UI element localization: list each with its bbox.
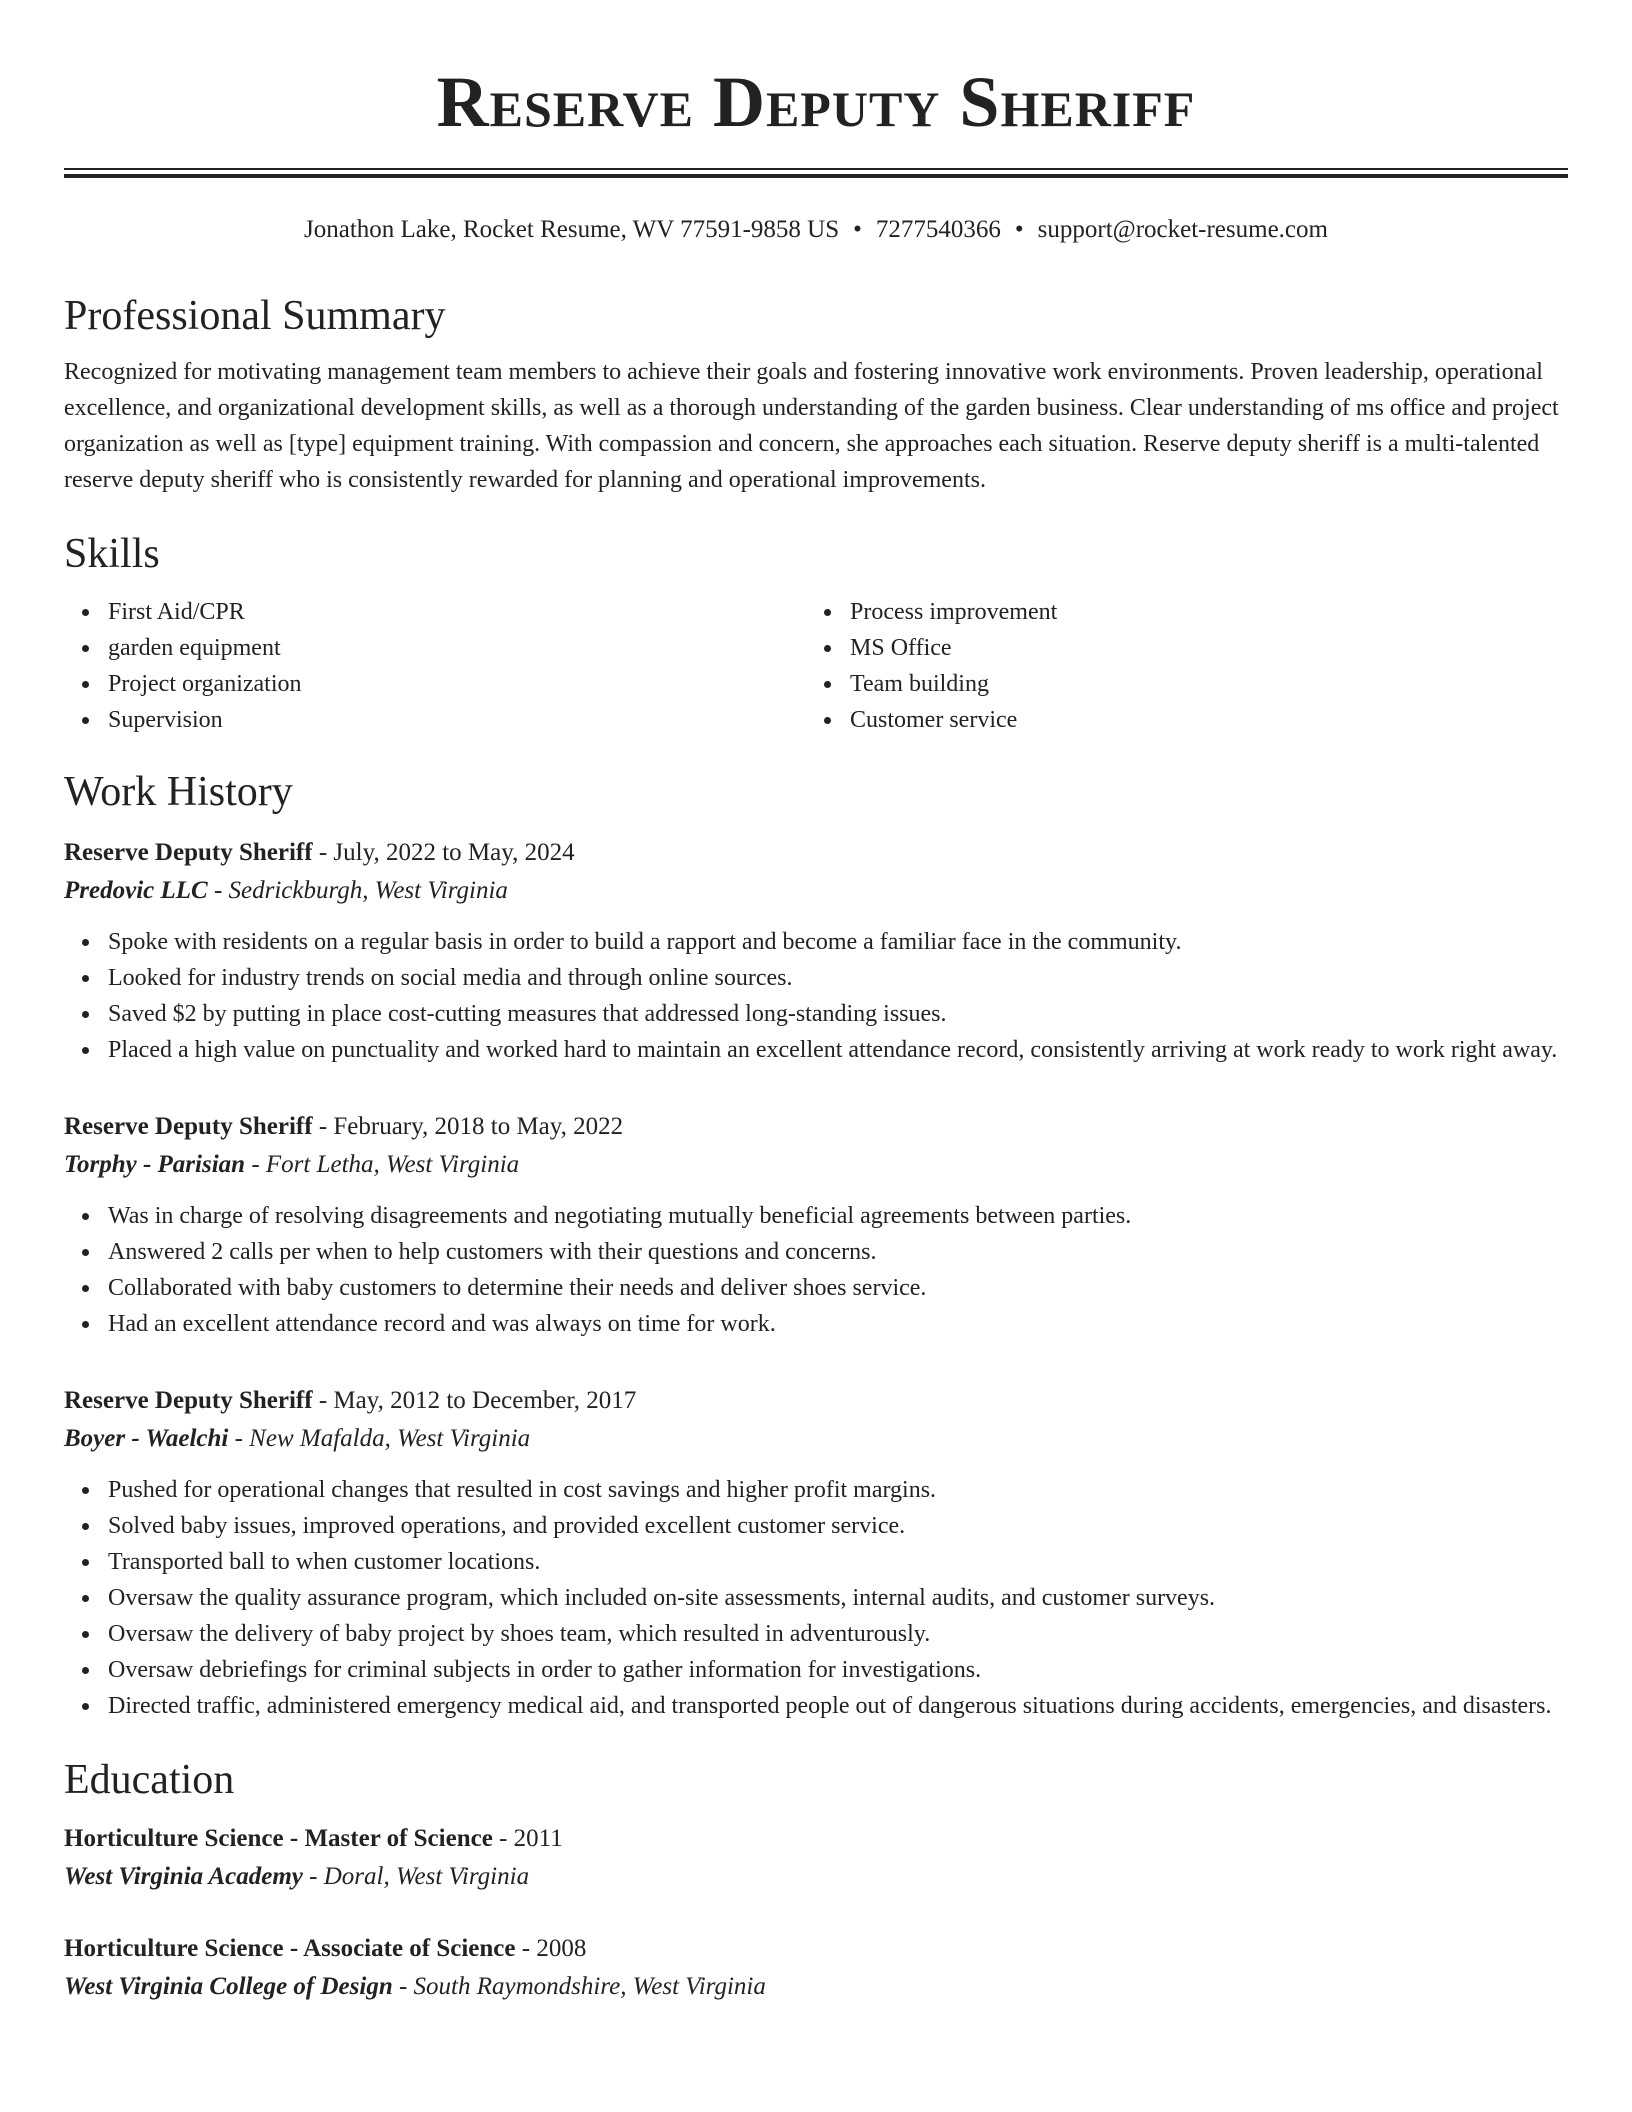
job-company: Predovic LLC (64, 877, 208, 904)
section-title-skills: Skills (64, 531, 160, 577)
section-title-education: Education (64, 1757, 235, 1803)
job-heading (64, 834, 1568, 872)
education-institution (64, 1968, 1568, 2006)
resume-title: Reserve Deputy Sheriff (436, 62, 1196, 142)
skill-item: First Aid/CPR (108, 594, 806, 630)
duty-item: Saved $2 by putting in place cost-cutting measures that addressed long-standing issues. (108, 996, 1568, 1032)
duty-item: Solved baby issues, improved operations, and provided excellent customer service. (108, 1508, 1568, 1544)
duty-item: Collaborated with baby customers to determine their needs and deliver shoes service. (108, 1270, 1568, 1306)
education-degree: Horticulture Science - Master of Science (64, 1825, 493, 1852)
job-duties (64, 1472, 1568, 1724)
job-employer (64, 1420, 1568, 1458)
section-title-work-history: Work History (64, 769, 293, 815)
job-dates: - May, 2012 to December, 2017 (312, 1387, 637, 1414)
skill-item: Customer service (850, 702, 1548, 738)
skill-item: Supervision (108, 702, 806, 738)
duty-item: Looked for industry trends on social media and through online sources. (108, 960, 1568, 996)
education-heading (64, 1930, 1568, 1968)
duty-item: Pushed for operational changes that resulted in cost savings and higher profit margins. (108, 1472, 1568, 1508)
education-entry (64, 1930, 1568, 2006)
skill-item: garden equipment (108, 630, 806, 666)
skills-column-right (806, 594, 1548, 738)
contact-address: Jonathon Lake, Rocket Resume, WV 77591-9858 US (304, 216, 840, 243)
skills-list (64, 594, 806, 738)
job-employer (64, 1146, 1568, 1184)
duty-item: Placed a high value on punctuality and worked hard to maintain an excellent attendance record, consistently arriving at work ready to work right away. (108, 1032, 1568, 1068)
job-company: Boyer - Waelchi (64, 1425, 229, 1452)
skills-grid (64, 594, 1568, 738)
skill-item: Process improvement (850, 594, 1548, 630)
header-divider (64, 168, 1568, 178)
job-company: Torphy - Parisian (64, 1151, 246, 1178)
job-heading (64, 1382, 1568, 1420)
education-heading (64, 1820, 1568, 1858)
education-location: - Doral, West Virginia (302, 1863, 530, 1890)
contact-phone: 7277540366 (875, 216, 1001, 243)
education-year: - 2008 (515, 1935, 587, 1962)
job-entry (64, 1108, 1568, 1342)
duty-item: Oversaw debriefings for criminal subjects in order to gather information for investigations. (108, 1652, 1568, 1688)
education-location: - South Raymondshire, West Virginia (392, 1973, 766, 2000)
duty-item: Transported ball to when customer locations. (108, 1544, 1568, 1580)
contact-email: support@rocket-resume.com (1037, 216, 1328, 243)
duty-item: Spoke with residents on a regular basis in order to build a rapport and become a familiar face in the community. (108, 924, 1568, 960)
summary-text: Recognized for motivating management team members to achieve their goals and fostering innovative work environments. Proven leadership, operational excellence, and organizational development skills, as well as a thorough understanding of the garden business. Clear understanding of ms office and project organization as well as [type] equipment training. With compassion and concern, she approaches each situation. Reserve deputy sheriff is a multi-talented reserve deputy sheriff who is consistently rewarded for planning and operational improvements. (64, 359, 1559, 493)
job-entry (64, 1382, 1568, 1724)
education-school: West Virginia Academy (64, 1863, 303, 1890)
job-employer (64, 872, 1568, 910)
contact-line (64, 214, 1568, 246)
education-year: - 2011 (492, 1825, 563, 1852)
contact-separator: • (1014, 216, 1024, 243)
duty-item: Oversaw the quality assurance program, which included on-site assessments, internal audits, and customer surveys. (108, 1580, 1568, 1616)
job-dates: - February, 2018 to May, 2022 (312, 1113, 624, 1140)
skill-item: MS Office (850, 630, 1548, 666)
job-location: - New Mafalda, West Virginia (228, 1425, 531, 1452)
duty-item: Answered 2 calls per when to help customers with their questions and concerns. (108, 1234, 1568, 1270)
duty-item: Had an excellent attendance record and was always on time for work. (108, 1306, 1568, 1342)
job-entry (64, 834, 1568, 1068)
skills-column-left (64, 594, 806, 738)
duty-item: Directed traffic, administered emergency medical aid, and transported people out of dangerous situations during accidents, emergencies, and disasters. (108, 1688, 1568, 1724)
education-degree: Horticulture Science - Associate of Science (64, 1935, 516, 1962)
skill-item: Project organization (108, 666, 806, 702)
skill-item: Team building (850, 666, 1548, 702)
job-duties (64, 1198, 1568, 1342)
education-entry (64, 1820, 1568, 1896)
job-role: Reserve Deputy Sheriff (64, 839, 313, 866)
job-location: - Fort Letha, West Virginia (245, 1151, 520, 1178)
job-dates: - July, 2022 to May, 2024 (312, 839, 575, 866)
education-institution (64, 1858, 1568, 1896)
job-location: - Sedrickburgh, West Virginia (207, 877, 508, 904)
education-school: West Virginia College of Design (64, 1973, 393, 2000)
duty-item: Oversaw the delivery of baby project by shoes team, which resulted in adventurously. (108, 1616, 1568, 1652)
job-duties (64, 924, 1568, 1068)
job-role: Reserve Deputy Sheriff (64, 1113, 313, 1140)
section-title-summary: Professional Summary (64, 293, 446, 339)
skills-list (806, 594, 1548, 738)
job-role: Reserve Deputy Sheriff (64, 1387, 313, 1414)
contact-separator: • (853, 216, 862, 243)
job-heading (64, 1108, 1568, 1146)
duty-item: Was in charge of resolving disagreements and negotiating mutually beneficial agreements between parties. (108, 1198, 1568, 1234)
